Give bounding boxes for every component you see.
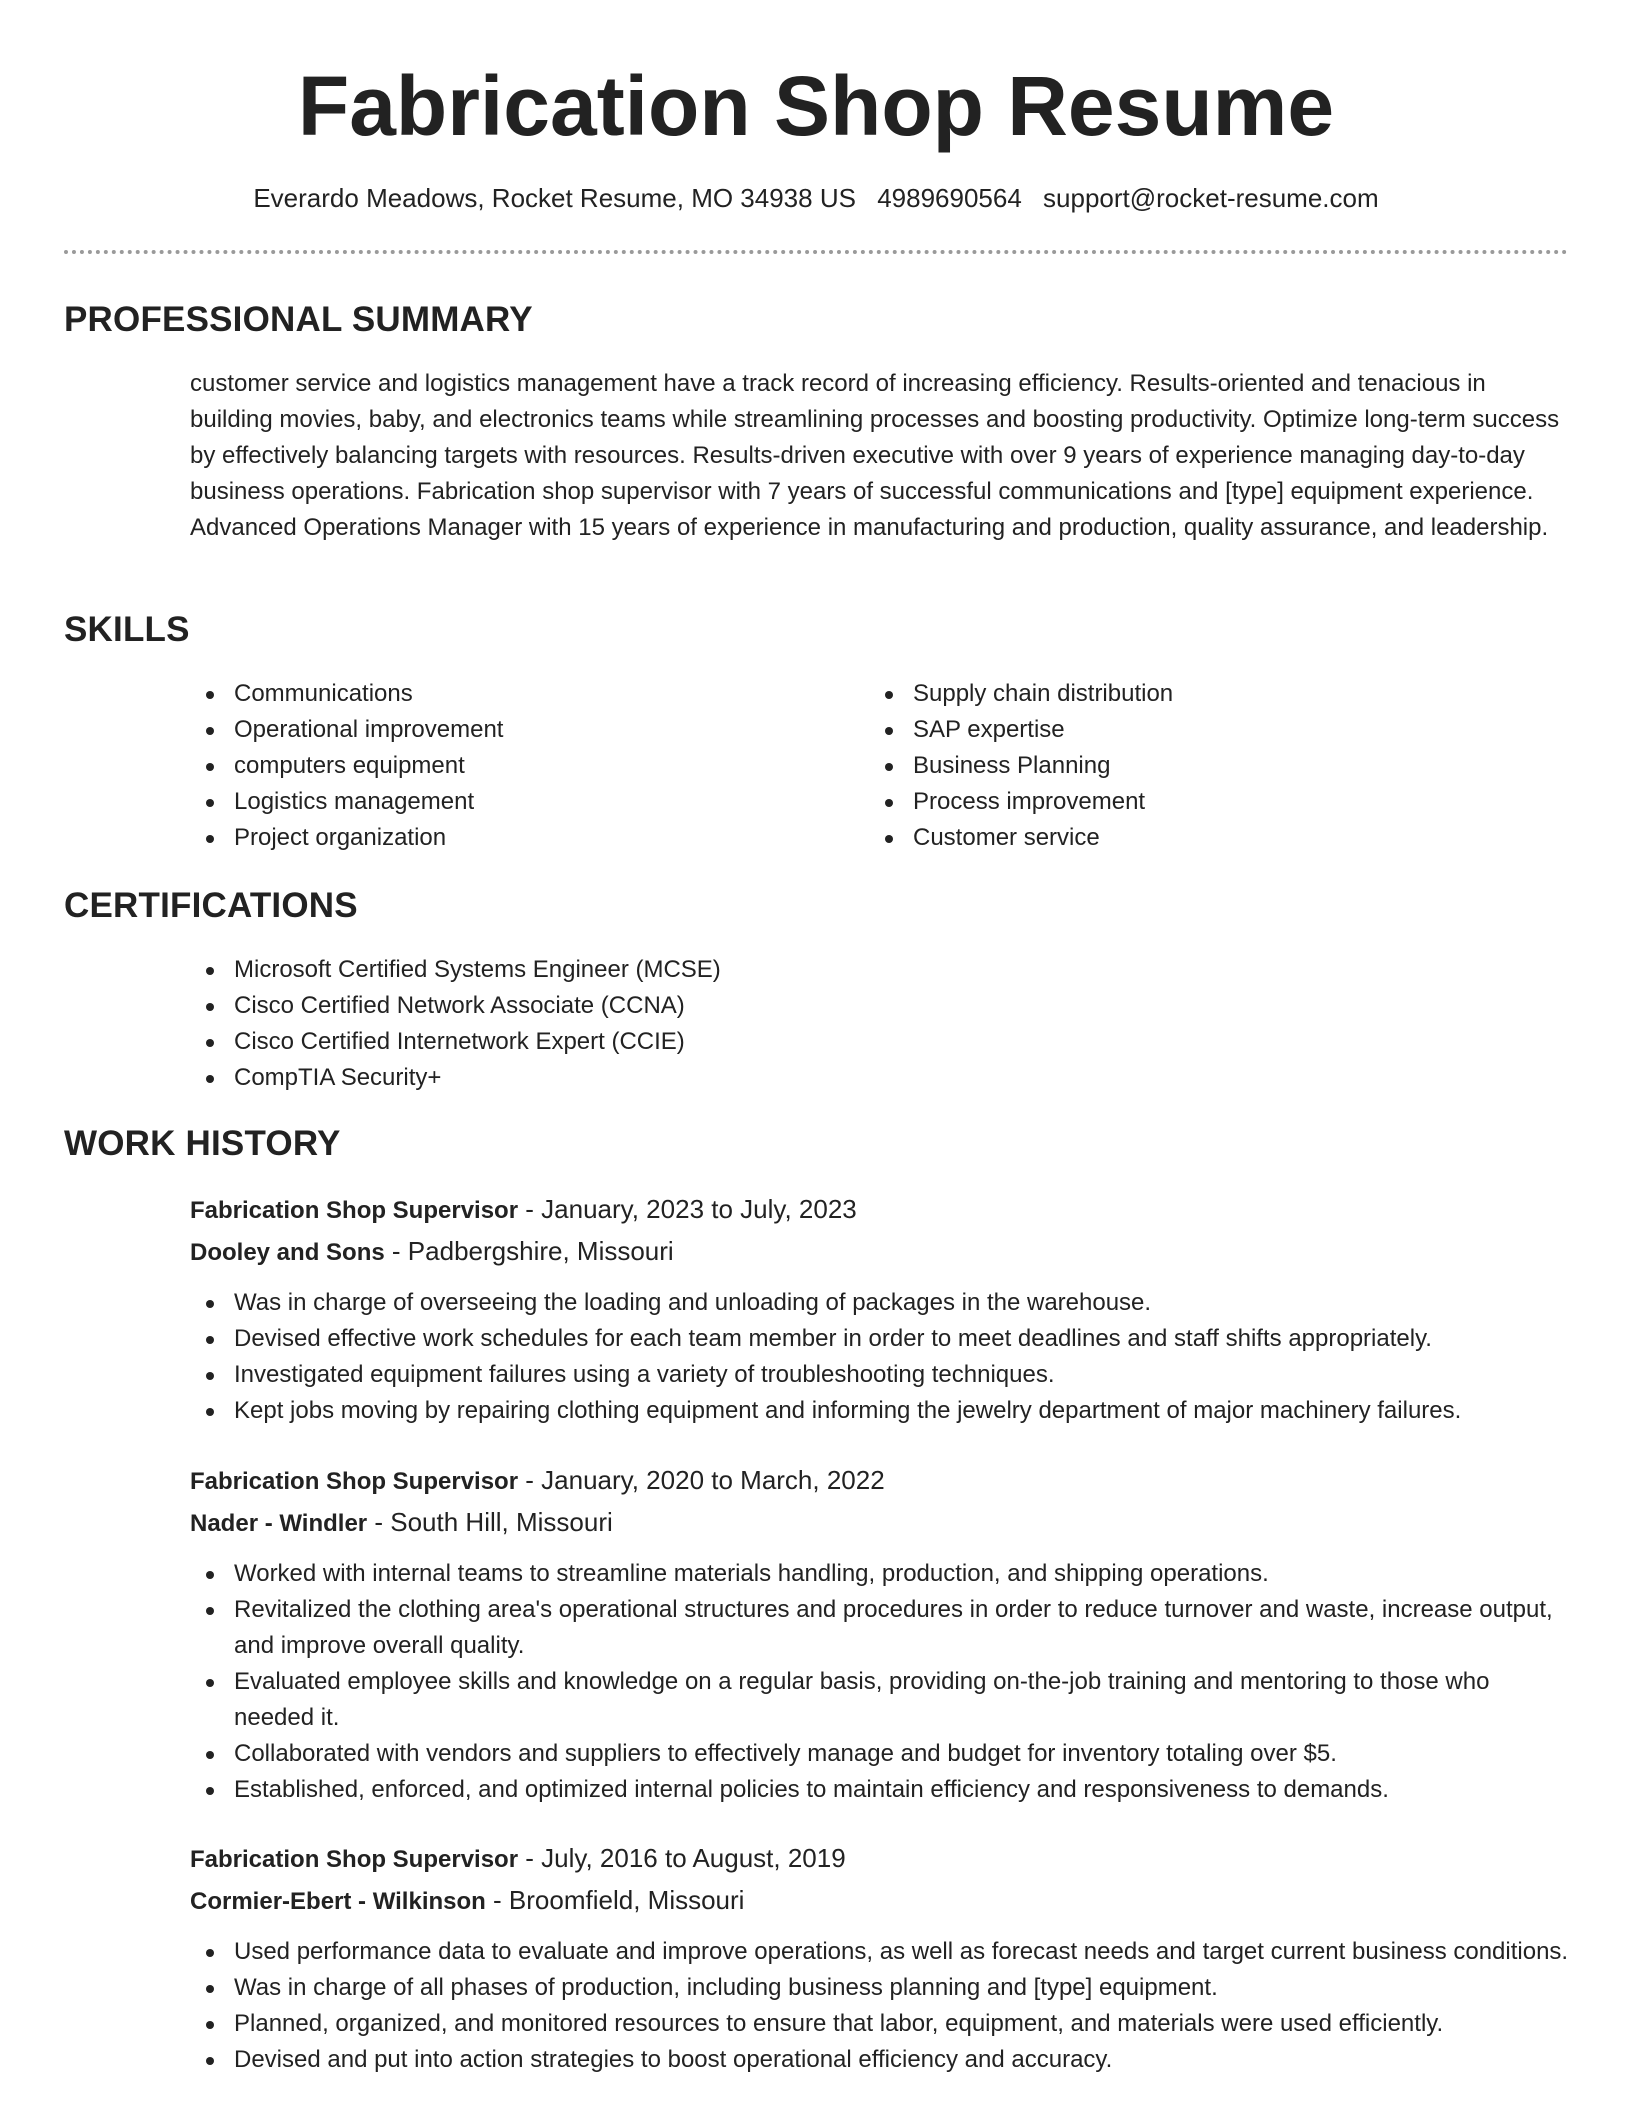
job-bullets xyxy=(190,1556,1570,1808)
job-location: - Padbergshire, Missouri xyxy=(384,1236,674,1266)
job-location: - Broomfield, Missouri xyxy=(485,1885,745,1915)
job-title-line xyxy=(190,1460,1570,1502)
job-company-line xyxy=(190,1880,1570,1922)
job-dates: - July, 2016 to August, 2019 xyxy=(518,1843,846,1873)
certification-item: Cisco Certified Internetwork Expert (CCIE) xyxy=(190,1024,721,1060)
job-bullet: Devised effective work schedules for each team member in order to meet deadlines and staff shifts appropriately. xyxy=(190,1321,1570,1357)
job-bullet: Investigated equipment failures using a variety of troubleshooting techniques. xyxy=(190,1357,1570,1393)
job-title-line xyxy=(190,1189,1570,1231)
job-company: Dooley and Sons xyxy=(190,1239,385,1266)
job-bullet: Revitalized the clothing area's operational structures and procedures in order to reduce turnover and waste, increase output, and improve overall quality. xyxy=(190,1592,1570,1664)
skill-item: Project organization xyxy=(190,820,830,856)
skill-item: Process improvement xyxy=(869,784,1509,820)
skill-item: Communications xyxy=(190,676,830,712)
job-title: Fabrication Shop Supervisor xyxy=(190,1197,519,1224)
job-dates: - January, 2020 to March, 2022 xyxy=(518,1465,885,1495)
resume-title: Fabrication Shop Resume xyxy=(297,59,1335,153)
job-title-line xyxy=(190,1838,1570,1880)
job-bullet: Worked with internal teams to streamline materials handling, production, and shipping operations. xyxy=(190,1556,1570,1592)
skills-list-left xyxy=(190,676,830,856)
job-title: Fabrication Shop Supervisor xyxy=(190,1846,519,1873)
job-bullet: Used performance data to evaluate and improve operations, as well as forecast needs and target current business conditions. xyxy=(190,1934,1570,1970)
certification-item: CompTIA Security+ xyxy=(190,1060,721,1096)
contact-address: Everardo Meadows, Rocket Resume, MO 34938 US xyxy=(253,183,856,213)
job-bullets xyxy=(190,1285,1570,1429)
summary-text: customer service and logistics management have a track record of increasing efficiency. Results-oriented and tenacious in building movies, baby, and electronics teams while streamlining processes and boosting productivity. Optimize long-term success by effectively balancing targets with resources. Results-driven executive with over 9 years of experience managing day-to-day business operations. Fabrication shop supervisor with 7 years of successful communications and [type] equipment experience. Advanced Operations Manager with 15 years of experience in manufacturing and production, quality assurance, and leadership. xyxy=(190,370,1560,541)
job-bullet: Was in charge of all phases of production, including business planning and [type] equipment. xyxy=(190,1970,1570,2006)
job-company: Nader - Windler xyxy=(190,1510,368,1537)
skill-item: Customer service xyxy=(869,820,1509,856)
job-bullet: Evaluated employee skills and knowledge on a regular basis, providing on-the-job training and mentoring to those who needed it. xyxy=(190,1664,1570,1736)
section-heading-skills: SKILLS xyxy=(64,610,190,649)
job-company: Cormier-Ebert - Wilkinson xyxy=(190,1888,486,1915)
skill-item: computers equipment xyxy=(190,748,830,784)
job-company-line xyxy=(190,1231,1570,1273)
job-company-line xyxy=(190,1502,1570,1544)
job-title: Fabrication Shop Supervisor xyxy=(190,1468,519,1495)
job-bullet: Collaborated with vendors and suppliers to effectively manage and budget for inventory totaling over $5. xyxy=(190,1736,1570,1772)
job-dates: - January, 2023 to July, 2023 xyxy=(518,1194,857,1224)
contact-email: support@rocket-resume.com xyxy=(1043,183,1379,213)
job-bullet: Planned, organized, and monitored resources to ensure that labor, equipment, and materials were used efficiently. xyxy=(190,2006,1570,2042)
section-heading-summary: PROFESSIONAL SUMMARY xyxy=(64,300,533,339)
certification-item: Cisco Certified Network Associate (CCNA) xyxy=(190,988,721,1024)
job-location: - South Hill, Missouri xyxy=(367,1507,613,1537)
skill-item: SAP expertise xyxy=(869,712,1509,748)
job-bullet: Established, enforced, and optimized internal policies to maintain efficiency and responsiveness to demands. xyxy=(190,1772,1570,1808)
job-bullet: Devised and put into action strategies to boost operational efficiency and accuracy. xyxy=(190,2042,1570,2078)
contact-phone: 4989690564 xyxy=(877,183,1022,213)
job-entry xyxy=(190,1189,1570,1429)
section-heading-work-history: WORK HISTORY xyxy=(64,1124,341,1163)
job-entry xyxy=(190,1838,1570,2078)
skills-list-right xyxy=(869,676,1509,856)
header-divider xyxy=(64,250,1568,254)
job-bullet: Kept jobs moving by repairing clothing equipment and informing the jewelry department of major machinery failures. xyxy=(190,1393,1570,1429)
certification-item: Microsoft Certified Systems Engineer (MCSE) xyxy=(190,952,721,988)
skill-item: Business Planning xyxy=(869,748,1509,784)
skill-item: Supply chain distribution xyxy=(869,676,1509,712)
job-bullets xyxy=(190,1934,1570,2078)
certifications-list xyxy=(190,952,721,1096)
contact-line xyxy=(0,180,1632,216)
job-bullet: Was in charge of overseeing the loading and unloading of packages in the warehouse. xyxy=(190,1285,1570,1321)
skill-item: Logistics management xyxy=(190,784,830,820)
job-entry xyxy=(190,1460,1570,1808)
skill-item: Operational improvement xyxy=(190,712,830,748)
section-heading-certifications: CERTIFICATIONS xyxy=(64,886,358,925)
